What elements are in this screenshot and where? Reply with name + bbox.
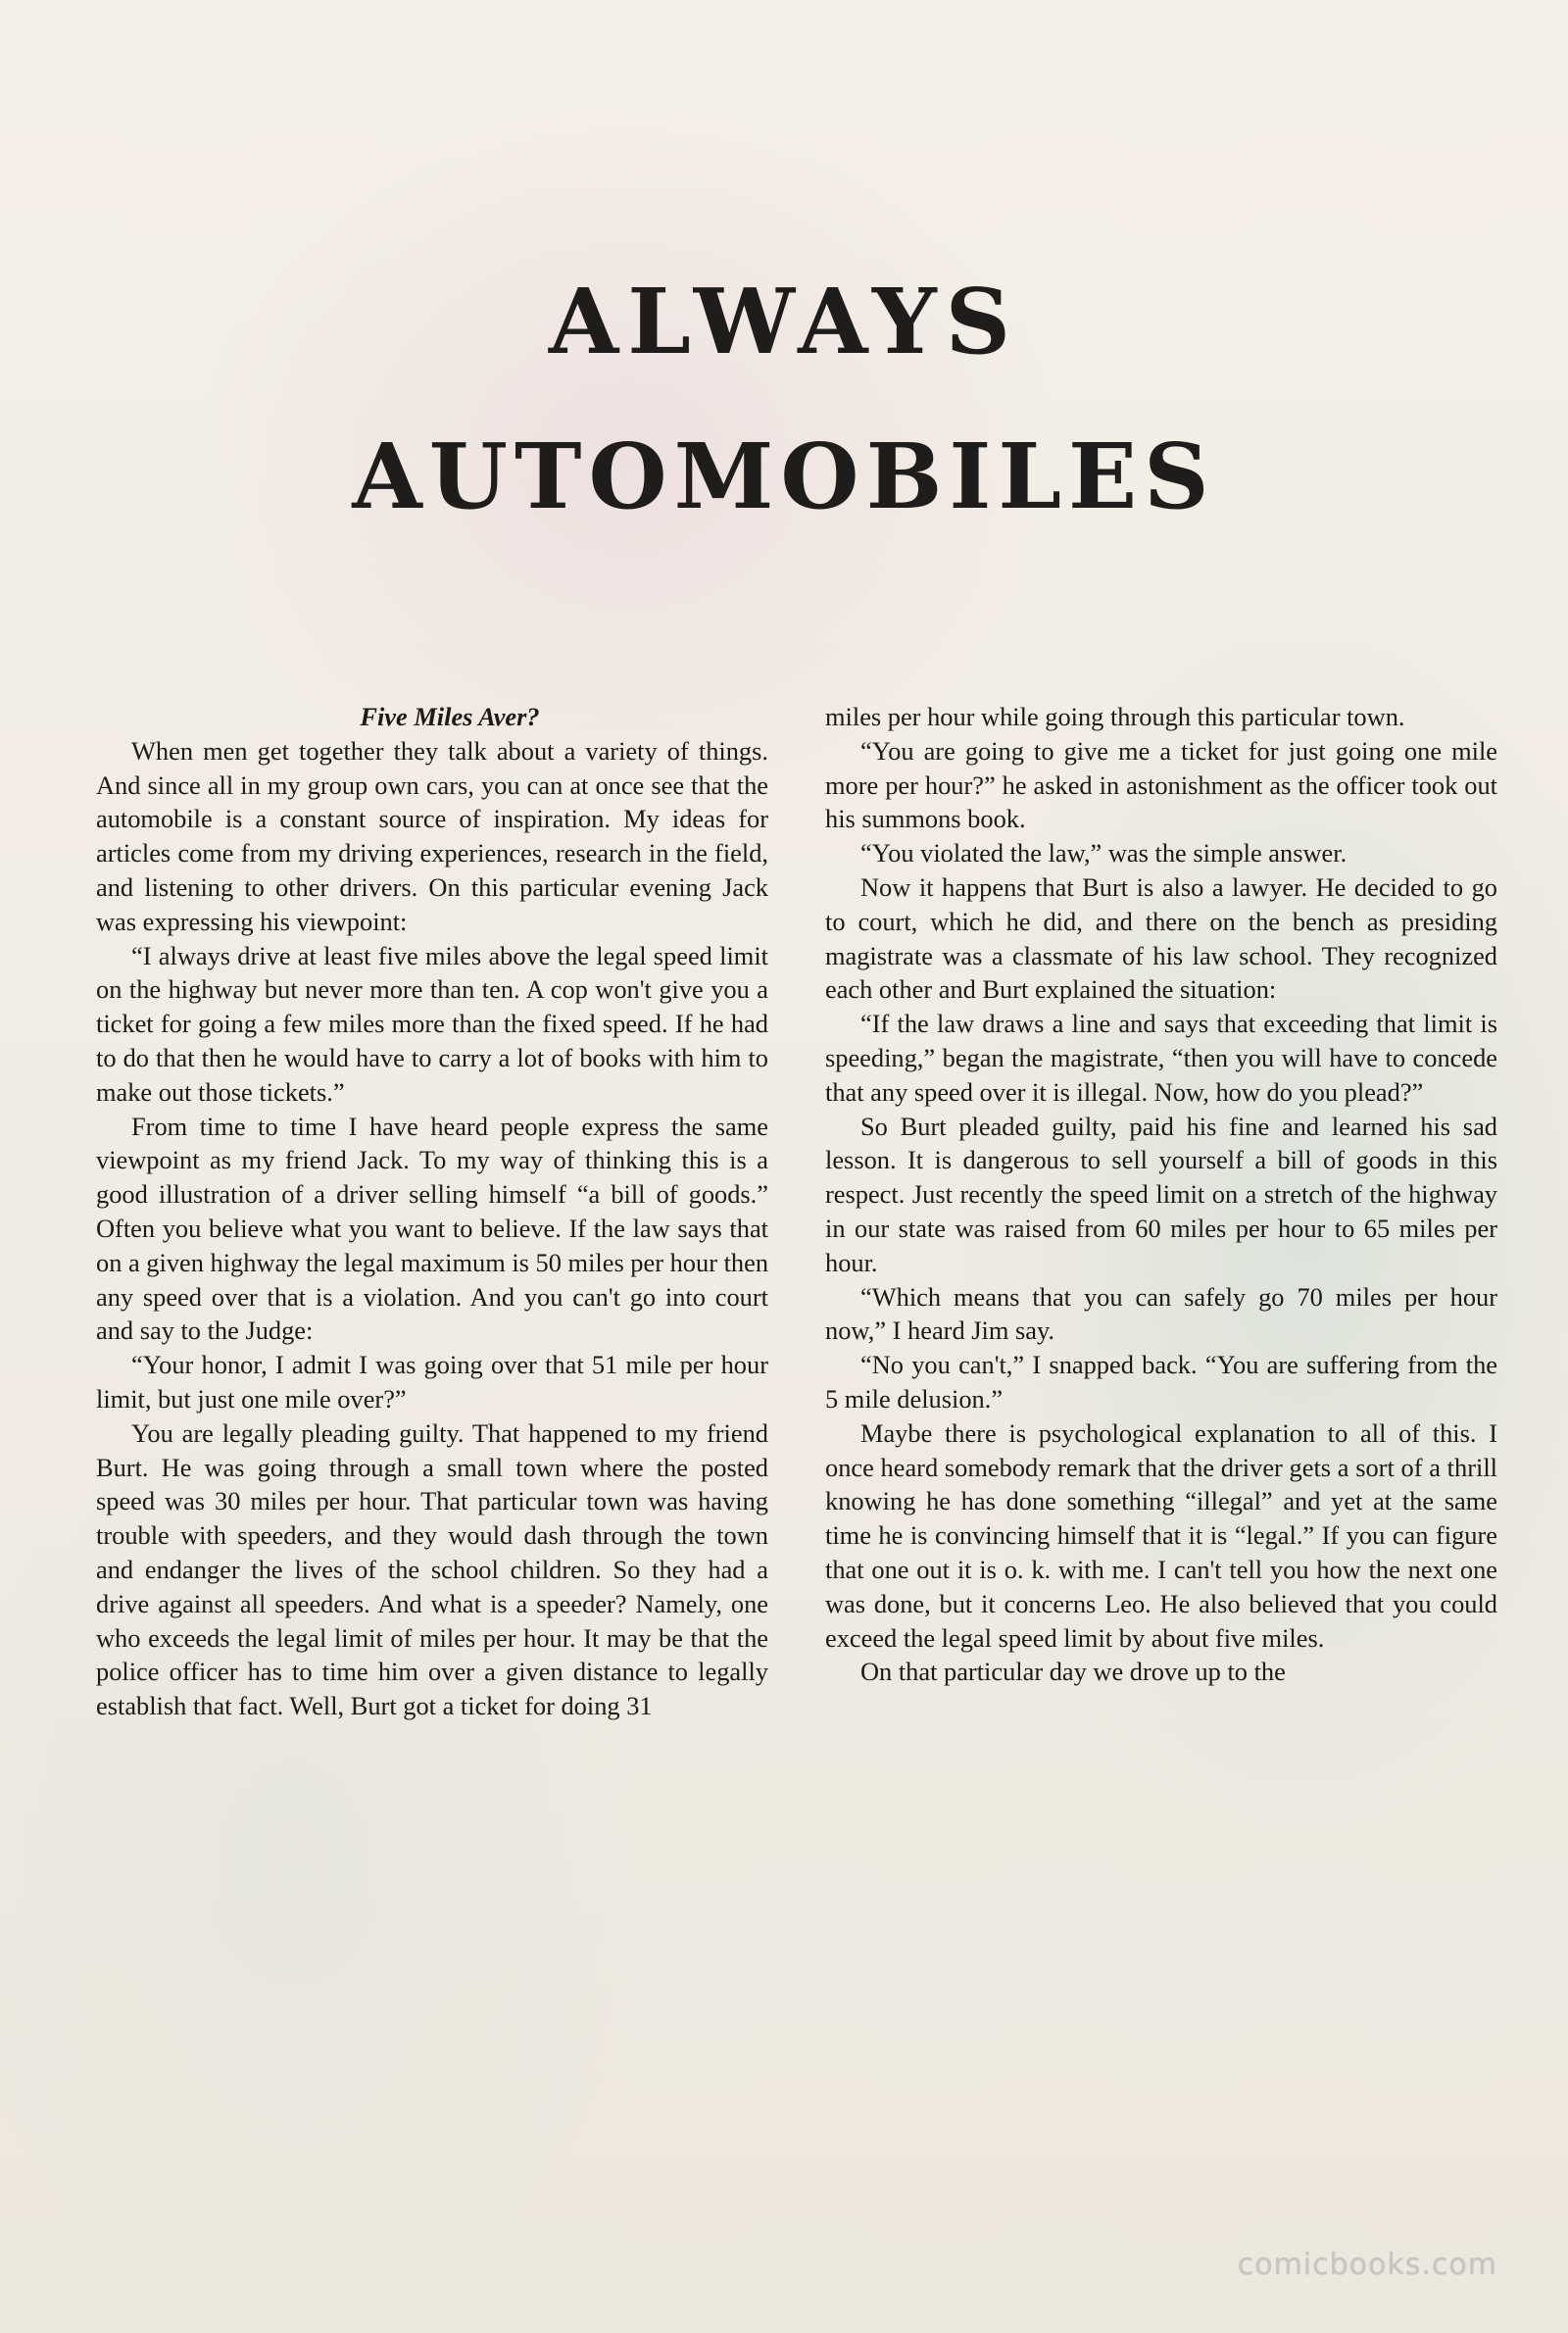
left-column — [96, 700, 768, 1723]
paragraph: “No you can't,” I snapped back. “You are suffering from the 5 mile delusion.” — [825, 1350, 1497, 1414]
source-watermark: comicbooks.com — [1237, 2248, 1497, 2282]
paragraph: “Which means that you can safely go 70 miles per hour now,” I heard Jim say. — [825, 1281, 1497, 1346]
paragraph: From time to time I have heard people express the same viewpoint as my friend Jack. To my way of thinking this is a good illustration of a driver selling himself “a bill of goods.” Often you believe what you want to believe. If the law says that on a given highway the legal maximum is 50 miles per hour then any speed over that is a violation. And you can't go into court and say to the Judge: — [96, 1111, 769, 1346]
paragraph: “You are going to give me a ticket for just going one mile more per hour?” he asked in astonishment as the officer took out his summons book. — [825, 735, 1497, 834]
paragraph: “You violated the law,” was the simple answer. — [860, 838, 1348, 869]
right-column — [825, 700, 1497, 1689]
paragraph: So Burt pleaded guilty, paid his fine and learned his sad lesson. It is dangerous to sell yourself a bill of goods in this respect. Just recently the speed limit on a stretch of the highway in our state was raised from 60 miles per hour to 65 miles per hour. — [825, 1111, 1497, 1277]
paragraph: When men get together they talk about a variety of things. And since all in my group own cars, you can at once see that the automobile is a constant source of inspiration. My ideas for articles come from my driving experiences, research in the field, and listening to other drivers. On this particular evening Jack was expressing his viewpoint: — [96, 735, 768, 936]
section-subheading: Five Miles Aver? — [360, 702, 540, 731]
paragraph: miles per hour while going through this particular town. — [825, 702, 1405, 731]
paragraph: Maybe there is psychological explanation to all of this. I once heard somebody remark that the driver gets a sort of a thrill knowing he has done something “illegal” and yet at the same time he is convincing himself that it is “legal.” If you can figure that one out it is o. k. with me. I can't tell you how the next one was done, but it concerns Leo. He also believed that you could exceed the legal speed limit by about five miles. — [825, 1417, 1497, 1653]
paragraph: “If the law draws a line and says that exceeding that limit is speeding,” began the magistrate, “then you will have to concede that any speed over it is illegal. Now, how do you plead?” — [825, 1009, 1497, 1107]
article-title-line-1: ALWAYS — [548, 269, 1020, 374]
paragraph: You are legally pleading guilty. That happened to my friend Burt. He was going through a small town where the posted speed was 30 miles per hour. That particular town was having trouble with speeders, and they would dash through the town and endanger the lives of the school children. So they had a drive against all speeders. And what is a speeder? Namely, one who exceeds the legal limit of miles per hour. It may be that the police officer has to time him over a given distance to legally establish that fact. Well, Burt got a ticket for doing 31 — [96, 1417, 768, 1721]
paragraph: “I always drive at least five miles above the legal speed limit on the highway but never more than ten. A cop won't give you a ticket for going a few miles more than the fixed speed. If he had to do that then he would have to carry a lot of books with him to make out those tickets.” — [96, 940, 768, 1107]
paragraph: “Your honor, I admit I was going over that 51 mile per hour limit, but just one mile over?” — [96, 1350, 768, 1414]
article-title-line-2: AUTOMOBILES — [352, 423, 1216, 529]
paragraph: On that particular day we drove up to the — [860, 1657, 1286, 1687]
paragraph: Now it happens that Burt is also a lawyer. He decided to go to court, which he did, and there on the bench as presiding magistrate was a classmate of his law school. They recognized each other and Burt explained the situation: — [825, 871, 1497, 1005]
